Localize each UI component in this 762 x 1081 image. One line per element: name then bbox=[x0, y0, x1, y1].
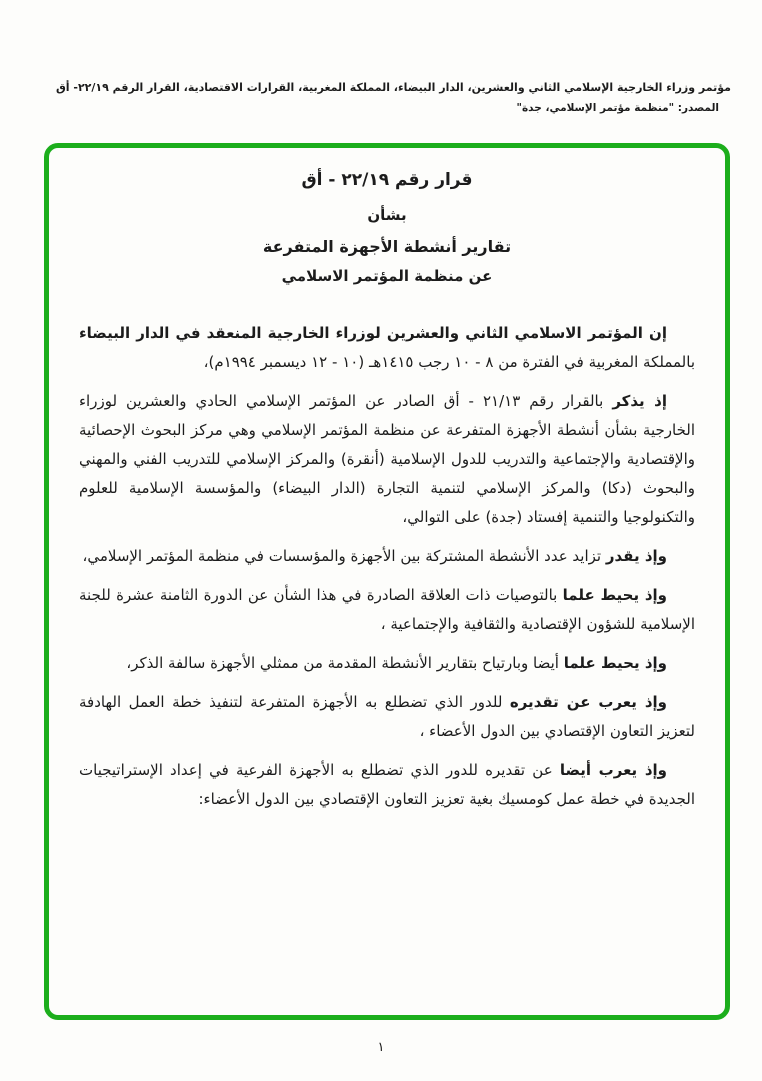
resolution-number: قرار رقم ٢٢/١٩ - أق bbox=[301, 170, 473, 190]
paragraph-text: بالمملكة المغربية في الفترة من ٨ - ١٠ رجب ١٤١٥هـ (١٠ - ١٢ ديسمبر ١٩٩٤م)، bbox=[203, 353, 695, 371]
document-header bbox=[31, 78, 731, 118]
resolution-subject: تقارير أنشطة الأجهزة المتفرعة bbox=[262, 237, 512, 256]
paragraph-appreciating bbox=[79, 542, 695, 571]
paragraph-lead: وإذ يحيط علما bbox=[562, 586, 668, 604]
resolution-title-block bbox=[49, 170, 725, 285]
paragraph-lead: وإذ يعرب أيضا bbox=[559, 761, 667, 779]
paragraph-text: للدور الذي تضطلع به الأجهزة المتفرعة لتنفيذ خطة العمل الهادفة لتعزيز التعاون الإقتصادي بين الدول الأعضاء ، bbox=[79, 693, 695, 740]
header-citation: مؤتمر وزراء الخارجية الإسلامي الثاني والعشرين، الدار البيضاء، المملكة المغربية، القرارات الاقتصادية، القرار الرقم ٢٢/١٩- أق bbox=[55, 81, 731, 94]
page-number: ١ bbox=[377, 1040, 385, 1055]
paragraph-text: أيضا وبارتياح بتقارير الأنشطة المقدمة من ممثلي الأجهزة سالفة الذكر، bbox=[126, 654, 564, 672]
paragraph-text: تزايد عدد الأنشطة المشتركة بين الأجهزة والمؤسسات في منظمة المؤتمر الإسلامي، bbox=[82, 547, 606, 565]
paragraph-expressing bbox=[79, 688, 695, 746]
header-source: المصدر: "منظمة مؤتمر الإسلامي، جدة" bbox=[516, 102, 719, 114]
paragraph-recalling bbox=[79, 387, 695, 532]
paragraph-text: عن تقديره للدور الذي تضطلع به الأجهزة الفرعية في إعداد الإستراتيجيات الجديدة في خطة عمل كومسيك بغية تعزيز التعاون الإقتصادي بين الدول الأعضاء: bbox=[79, 761, 695, 808]
paragraph-lead: وإذ يقدر bbox=[605, 547, 667, 565]
resolution-organization: عن منظمة المؤتمر الاسلامي bbox=[281, 267, 493, 285]
paragraph-lead: إذ يذكر bbox=[612, 392, 667, 410]
green-border-frame bbox=[44, 143, 730, 1020]
paragraph-preamble bbox=[79, 319, 695, 377]
resolution-body bbox=[79, 319, 695, 814]
paragraph-text: بالقرار رقم ٢١/١٣ - أق الصادر عن المؤتمر الإسلامي الحادي والعشرين لوزراء الخارجية بشأن أنشطة الأجهزة المتفرعة عن منظمة المؤتمر الإسلامي وهي مركز البحوث الإحصائية والإقتصادية والإجتماعية والتدريب للدول الإسلامية (أنقرة) والمركز الإسلامي للتدريب الفني والمهني والبحوث (دكا) والمركز الإسلامي لتنمية التجارة (الدار البيضاء) والمؤسسة الإسلامية للعلوم والتكنولوجيا والتنمية إفستاد (جدة) على التوالي، bbox=[79, 392, 695, 526]
paragraph-lead: إن المؤتمر الاسلامي الثاني والعشرين لوزراء الخارجية المنعقد في الدار البيضاء bbox=[79, 324, 667, 342]
paragraph-noting-also bbox=[79, 649, 695, 678]
paragraph-lead: وإذ يعرب عن تقديره bbox=[509, 693, 667, 711]
paragraph-lead: وإذ يحيط علما bbox=[563, 654, 667, 672]
paragraph-text: بالتوصيات ذات العلاقة الصادرة في هذا الشأن عن الدورة الثامنة عشرة للجنة الإسلامية للشؤون الإقتصادية والثقافية والإجتماعية ، bbox=[79, 586, 695, 633]
resolution-subject-label: بشأن bbox=[367, 206, 407, 224]
paragraph-expressing-also bbox=[79, 756, 695, 814]
paragraph-noting bbox=[79, 581, 695, 639]
